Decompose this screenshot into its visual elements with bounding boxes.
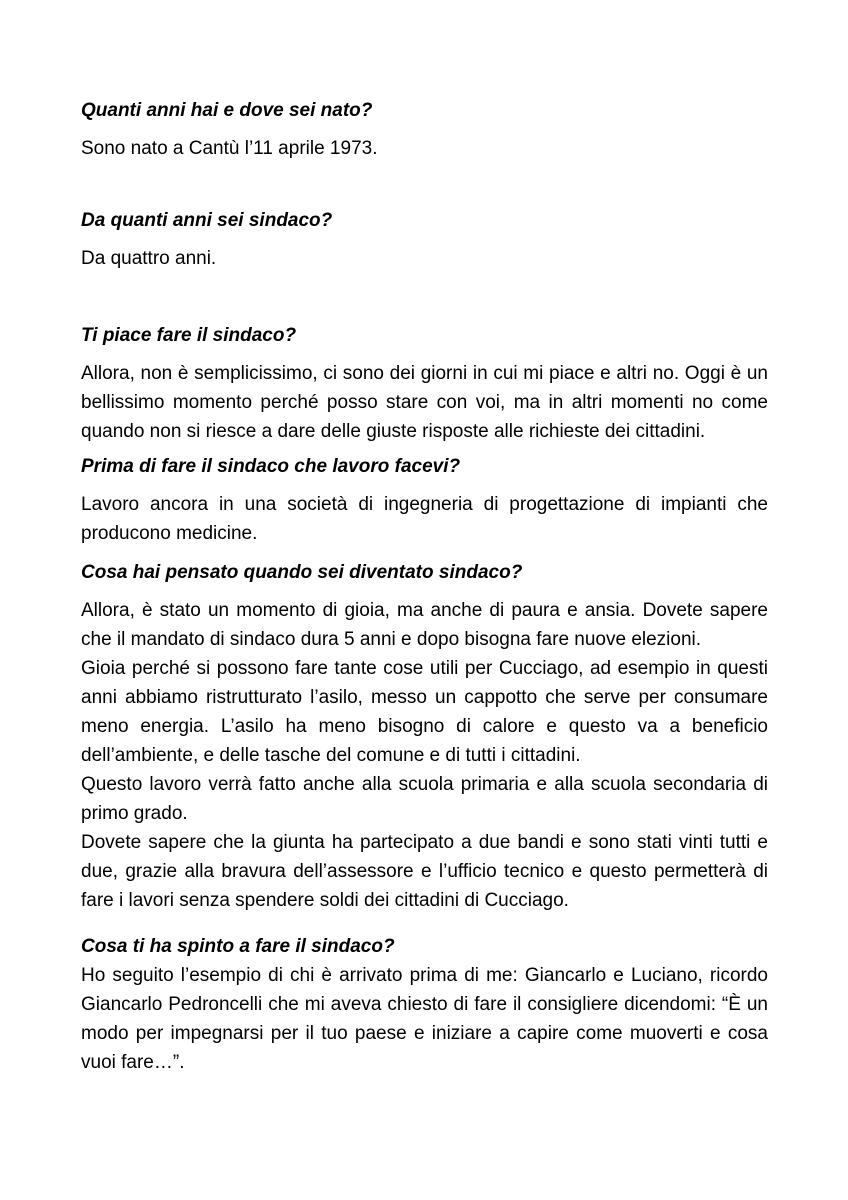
answer-paragraph: Dovete sapere che la giunta ha partecipato a due bandi e sono stati vinti tutti e due, grazie alla bravura dell’assessore e l’ufficio tecnico e questo permetterà di fare i lavori senza spendere soldi dei cittadini di Cucciago. bbox=[81, 832, 768, 911]
question-heading: Ti piace fare il sindaco? bbox=[81, 325, 297, 346]
qa-section-years-as-mayor bbox=[81, 206, 768, 273]
qa-section-motivation bbox=[81, 932, 768, 1077]
answer-paragraph: Gioia perché si possono fare tante cose utili per Cucciago, ad esempio in questi anni abbiamo ristrutturato l’asilo, messo un cappotto che serve per consumare meno energia. L’asilo ha meno bisogno di calore e questo va a beneficio dell’ambiente, e delle tasche del comune e di tutti i cittadini. bbox=[81, 658, 768, 766]
answer-paragraph: Lavoro ancora in una società di ingegneria di progettazione di impianti che producono medicine. bbox=[81, 494, 768, 544]
answer-paragraph: Questo lavoro verrà fatto anche alla scuola primaria e alla scuola secondaria di primo grado. bbox=[81, 774, 768, 824]
question-heading: Cosa ti ha spinto a fare il sindaco? bbox=[81, 936, 395, 957]
question-heading: Quanti anni hai e dove sei nato? bbox=[81, 100, 373, 121]
qa-section-previous-job bbox=[81, 452, 768, 548]
qa-section-like-being-mayor bbox=[81, 321, 768, 446]
answer-paragraph: Allora, è stato un momento di gioia, ma anche di paura e ansia. Dovete sapere che il mandato di sindaco dura 5 anni e dopo bisogna fare nuove elezioni. bbox=[81, 600, 768, 650]
qa-section-becoming-mayor-thoughts bbox=[81, 558, 768, 915]
question-heading: Cosa hai pensato quando sei diventato sindaco? bbox=[81, 562, 523, 583]
answer-paragraph: Sono nato a Cantù l’11 aprile 1973. bbox=[81, 138, 378, 159]
question-heading: Da quanti anni sei sindaco? bbox=[81, 210, 333, 231]
answer-paragraph: Ho seguito l’esempio di chi è arrivato prima di me: Giancarlo e Luciano, ricordo Giancarlo Pedroncelli che mi aveva chiesto di fare il consigliere dicendomi: “È un modo per impegnarsi per il tuo paese e iniziare a capire come muoverti e cosa vuoi fare…”. bbox=[81, 965, 768, 1073]
answer-paragraph: Allora, non è semplicissimo, ci sono dei giorni in cui mi piace e altri no. Oggi è un bellissimo momento perché posso stare con voi, ma in altri momenti no come quando non si riesce a dare delle giuste risposte alle richieste dei cittadini. bbox=[81, 363, 768, 442]
qa-section-birth bbox=[81, 96, 768, 163]
question-heading: Prima di fare il sindaco che lavoro facevi? bbox=[81, 456, 461, 477]
answer-paragraph: Da quattro anni. bbox=[81, 248, 217, 269]
